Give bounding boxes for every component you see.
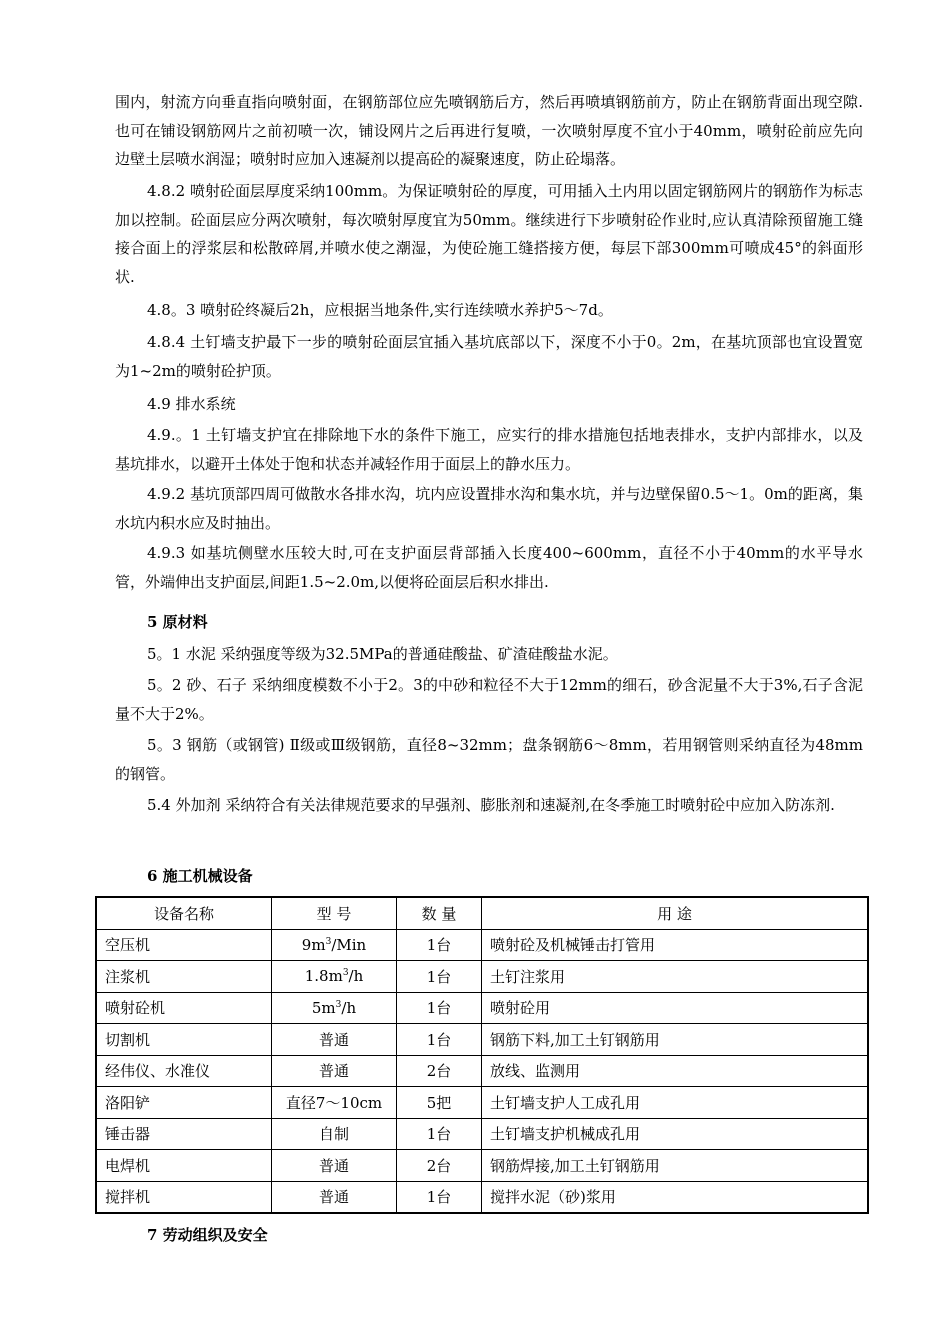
cell-model: 直径7～10cm xyxy=(272,1087,397,1119)
cell-quantity: 1台 xyxy=(397,1181,482,1213)
paragraph-4-8-4: 4.8.4 土钉墙支护最下一步的喷射砼面层宜插入基坑底部以下，深度不小于0。2m，在基坑顶部也宜设置宽为1~2m的喷射砼护顶。 xyxy=(115,333,863,380)
table-row xyxy=(96,1150,868,1182)
table-row xyxy=(96,961,868,993)
cell-quantity: 1台 xyxy=(397,961,482,993)
cell-model: $5m^3/h$ xyxy=(272,992,397,1024)
cell-name: 搅拌机 xyxy=(96,1181,272,1213)
cell-usage: 喷射砼用 xyxy=(482,992,869,1024)
header-model: 型 号 xyxy=(272,897,397,929)
cell-name: 电焊机 xyxy=(96,1150,272,1182)
paragraph-5-3: 5。3 钢筋（或钢管) Ⅱ级或Ⅲ级钢筋，直径8~32mm；盘条钢筋6～8mm，若用钢管则采纳直径为48mm的钢管。 xyxy=(115,736,863,783)
cell-model: 普通 xyxy=(272,1024,397,1056)
paragraph-4-9-2: 4.9.2 基坑顶部四周可做散水各排水沟，坑内应设置排水沟和集水坑，并与边壁保留0.5～1。0m的距离，集水坑内积水应及时抽出。 xyxy=(115,485,863,532)
paragraph-4-8-2: 4.8.2 喷射砼面层厚度采纳100mm。为保证喷射砼的厚度，可用插入土内用以固定钢筋网片的钢筋作为标志加以控制。砼面层应分两次喷射，每次喷射厚度宜为50mm。继续进行下步喷射砼作业时,应认真清除预留施工缝接合面上的浮浆层和松散碎屑,并喷水使之潮湿，为使砼施工缝搭接方便，每层下部300mm可喷成45°的斜面形状. xyxy=(115,182,863,286)
table-row xyxy=(96,992,868,1024)
paragraph-4-9-1: 4.9.。1 土钉墙支护宜在排除地下水的条件下施工，应实行的排水措施包括地表排水，支护内部排水，以及基坑排水，以避开土体处于饱和状态并减轻作用于面层上的静水压力。 xyxy=(115,426,863,473)
table-row xyxy=(96,929,868,961)
cell-usage: 钢筋下料,加工土钉钢筋用 xyxy=(482,1024,869,1056)
equipment-table xyxy=(95,896,869,1214)
table-row xyxy=(96,1181,868,1213)
heading-equipment: 6 施工机械设备 xyxy=(147,867,253,885)
cell-quantity: 1台 xyxy=(397,992,482,1024)
cell-model: $9m^3$/Min xyxy=(272,929,397,961)
paragraph-4-9-3: 4.9.3 如基坑侧壁水压较大时,可在支护面层背部插入长度400~600mm，直径不小于40mm的水平导水管，外端伸出支护面层,间距1.5~2.0m,以便将砼面层后积水排出. xyxy=(115,544,863,591)
cell-model: $1.8m^3/h$ xyxy=(272,961,397,993)
cell-usage: 土钉墙支护机械成孔用 xyxy=(482,1118,869,1150)
table-row xyxy=(96,1087,868,1119)
table-row xyxy=(96,1024,868,1056)
cell-quantity: 5把 xyxy=(397,1087,482,1119)
table-header-row xyxy=(96,897,868,929)
paragraph-5-4: 5.4 外加剂 采纳符合有关法律规范要求的早强剂、膨胀剂和速凝剂,在冬季施工时喷射砼中应加入防冻剂. xyxy=(147,796,835,814)
header-quantity: 数 量 xyxy=(397,897,482,929)
cell-usage: 搅拌水泥（砂)浆用 xyxy=(482,1181,869,1213)
heading-materials: 5 原材料 xyxy=(147,613,208,631)
cell-quantity: 1台 xyxy=(397,929,482,961)
table-row xyxy=(96,1118,868,1150)
cell-quantity: 1台 xyxy=(397,1118,482,1150)
cell-name: 经伟仪、水准仪 xyxy=(96,1055,272,1087)
cell-name: 洛阳铲 xyxy=(96,1087,272,1119)
cell-usage: 土钉注浆用 xyxy=(482,961,869,993)
cell-model: 普通 xyxy=(272,1181,397,1213)
cell-quantity: 1台 xyxy=(397,1024,482,1056)
heading-labor: 7 劳动组织及安全 xyxy=(147,1226,268,1244)
paragraph-spray-method: 围内，射流方向垂直指向喷射面，在钢筋部位应先喷钢筋后方，然后再喷填钢筋前方，防止在钢筋背面出现空隙.也可在铺设钢筋网片之前初喷一次，铺设网片之后再进行复喷，一次喷射厚度不宜小于40mm，喷射砼前应先向边壁土层喷水润湿；喷射时应加入速凝剂以提高砼的凝聚速度，防止砼塌落。 xyxy=(115,93,863,168)
paragraph-5-2: 5。2 砂、石子 采纳细度模数不小于2。3的中砂和粒径不大于12mm的细石，砂含泥量不大于3%,石子含泥量不大于2%。 xyxy=(115,676,863,723)
cell-name: 注浆机 xyxy=(96,961,272,993)
cell-model: 普通 xyxy=(272,1055,397,1087)
cell-name: 喷射砼机 xyxy=(96,992,272,1024)
cell-name: 锤击器 xyxy=(96,1118,272,1150)
cell-model: 自制 xyxy=(272,1118,397,1150)
cell-usage: 土钉墙支护人工成孔用 xyxy=(482,1087,869,1119)
paragraph-5-1: 5。1 水泥 采纳强度等级为32.5MPa的普通硅酸盐、矿渣硅酸盐水泥。 xyxy=(147,645,618,663)
table-row xyxy=(96,1055,868,1087)
cell-model: 普通 xyxy=(272,1150,397,1182)
cell-quantity: 2台 xyxy=(397,1055,482,1087)
cell-usage: 喷射砼及机械锤击打管用 xyxy=(482,929,869,961)
paragraph-4-8-3: 4.8。3 喷射砼终凝后2h，应根据当地条件,实行连续喷水养护5～7d。 xyxy=(147,301,613,319)
cell-name: 切割机 xyxy=(96,1024,272,1056)
header-usage: 用 途 xyxy=(482,897,869,929)
cell-name: 空压机 xyxy=(96,929,272,961)
cell-quantity: 2台 xyxy=(397,1150,482,1182)
cell-usage: 放线、监测用 xyxy=(482,1055,869,1087)
section-4-9-title: 4.9 排水系统 xyxy=(147,395,236,413)
cell-usage: 钢筋焊接,加工土钉钢筋用 xyxy=(482,1150,869,1182)
header-equipment-name: 设备名称 xyxy=(96,897,272,929)
